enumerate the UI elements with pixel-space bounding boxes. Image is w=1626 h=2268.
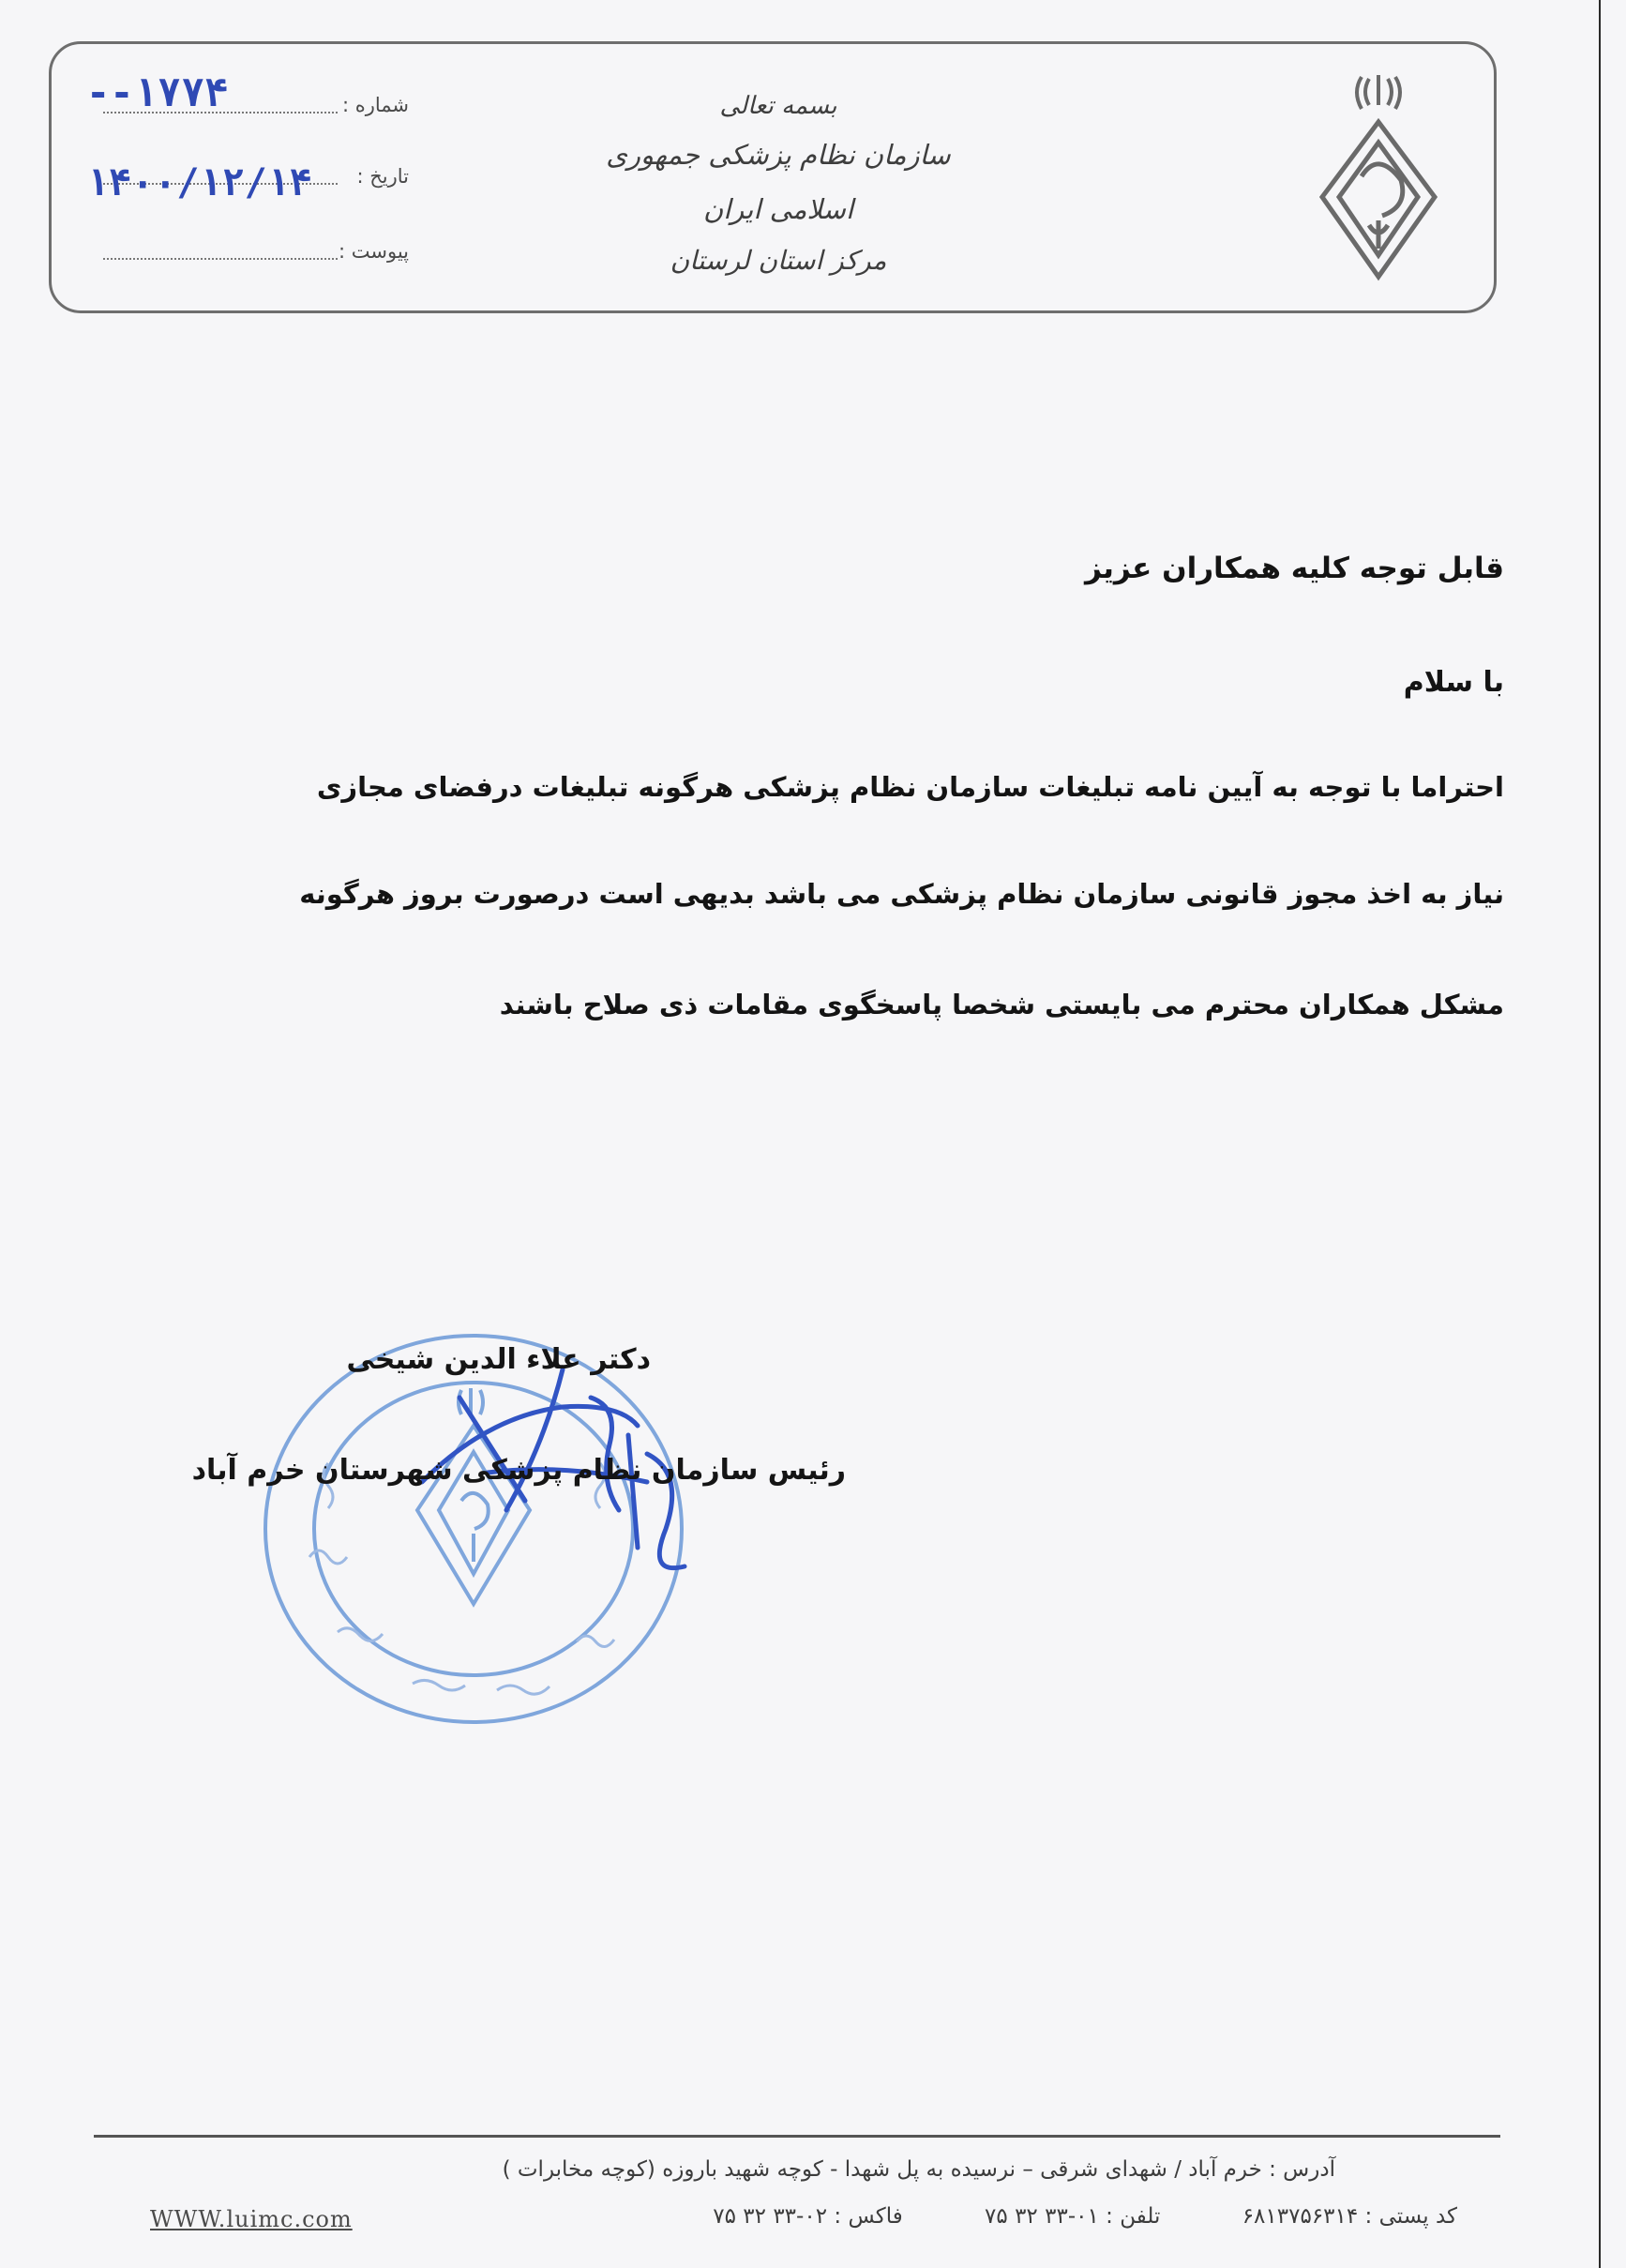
phone-number: تلفن : ۰۱-۳۳ ۳۲ ۷۵: [985, 2204, 1161, 2229]
footer-contacts: [713, 2204, 1457, 2229]
fax-number: فاکس : ۰۲-۳۳ ۳۲ ۷۵: [713, 2204, 903, 2229]
footer-divider: [94, 2135, 1500, 2138]
organization-header: [563, 84, 994, 285]
attachment-label: پیوست :: [339, 240, 409, 263]
postal-code: کد پستی : ۶۸۱۳۷۵۶۳۱۴: [1242, 2204, 1457, 2229]
date-label: تاریخ :: [356, 165, 409, 188]
medical-council-emblem-icon: [1303, 56, 1453, 291]
handwritten-date: ۱۴۰۰/۱۲/۱۴: [86, 161, 312, 204]
attachment-dotted-line: [103, 245, 338, 260]
paragraph-line-1: احتراما با توجه به آیین نامه تبلیغات سازمان نظام پزشکی هرگونه تبلیغات درفضای مجازی: [316, 771, 1504, 803]
paragraph-line-3: مشکل همکاران محترم می بایستی شخصا پاسخگوی مقامات ذی صلاح باشند: [499, 989, 1504, 1021]
handwritten-number: --۱۷۷۴: [86, 69, 229, 115]
signatory-title: رئیس سازمان نظام پزشکی شهرستان خرم آباد: [191, 1454, 846, 1487]
number-label: شماره :: [341, 94, 409, 116]
attachment-field: [103, 240, 409, 263]
organization-name: سازمان نظام پزشکی جمهوری اسلامی ایران: [606, 139, 951, 225]
website-link[interactable]: WWW.luimc.com: [150, 2206, 353, 2232]
organization-branch: مرکز استان لرستان: [670, 245, 887, 276]
addressee-line: قابل توجه کلیه همکاران عزیز: [1084, 552, 1504, 585]
greeting-line: با سلام: [1403, 666, 1504, 699]
page-edge-line: [1599, 0, 1601, 2268]
basmala: بسمه تعالی: [719, 92, 837, 120]
paragraph-line-2: نیاز به اخذ مجوز قانونی سازمان نظام پزشکی می باشد بدیهی است درصورت بروز هرگونه: [299, 878, 1504, 910]
footer-address: آدرس : خرم آباد / شهدای شرقی – نرسیده به پل شهدا - کوچه شهید باروزه (کوچه مخابرات ): [502, 2157, 1335, 2182]
signatory-name: دکتر علاء الدین شیخی: [346, 1343, 651, 1376]
